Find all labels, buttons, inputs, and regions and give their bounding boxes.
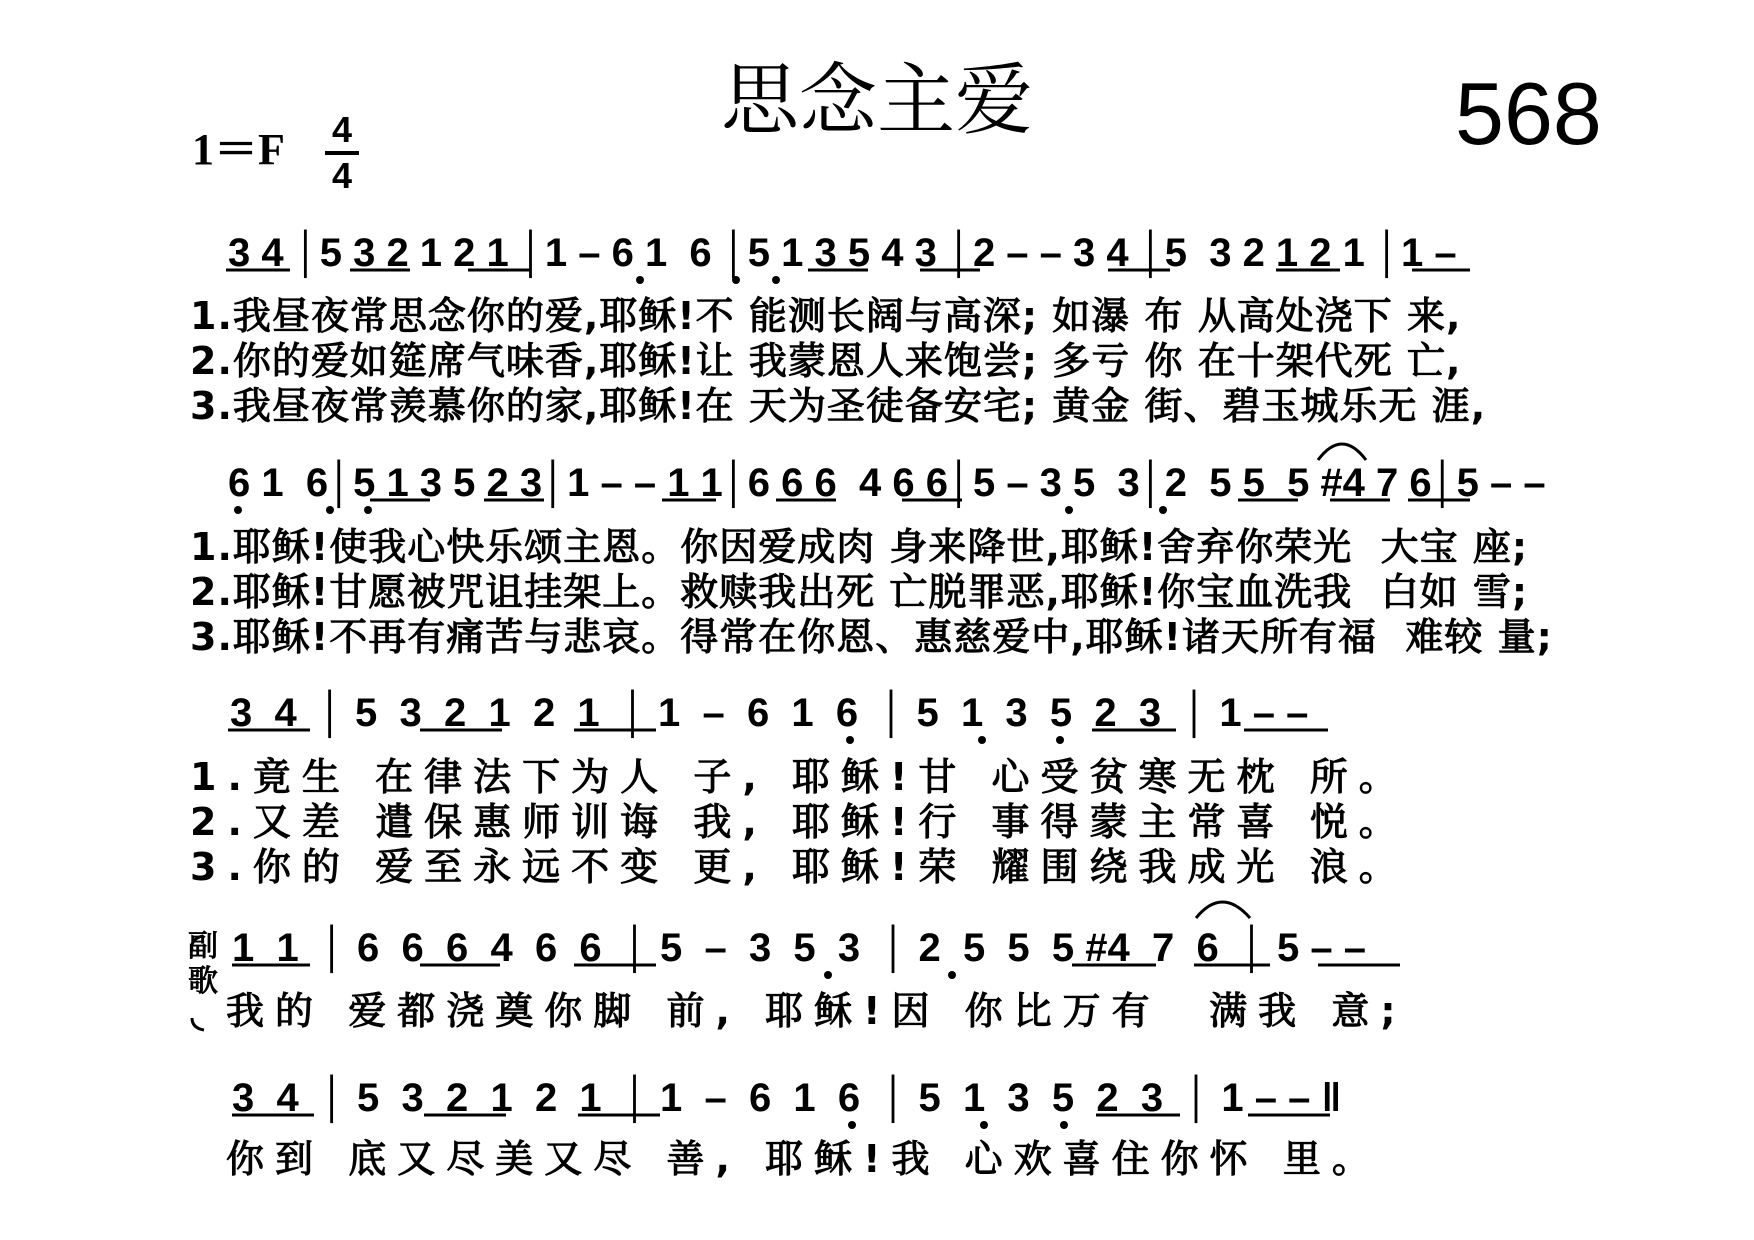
chorus-bracket (192, 1018, 204, 1030)
system-3-notes: 3 4 │ 5 3 2 1 2 1 │ 1 – 6 1 6 │ 5 1 3 5 2 3 │ 1 – – (230, 691, 1309, 735)
system-5-lyric: 你到 底又尽美又尽 善, 耶稣!我 心欢喜住你怀 里。 (226, 1137, 1381, 1181)
low-octave-dot (234, 506, 242, 514)
low-octave-dot (732, 276, 740, 284)
system-4-lyric: 我的 爱都浇奠你脚 前, 耶稣!因 你比万有 满我 意; (226, 989, 1407, 1033)
system-2-lyric-verse-2: 2.耶稣!甘愿被咒诅挂架上。救赎我出死 亡脱罪恶,耶稣!你宝血洗我 白如 雪; (190, 570, 1529, 614)
system-2-lyric-verse-1: 1.耶稣!使我心快乐颂主恩。你因爱成肉 身来降世,耶稣!舍弃你荣光 大宝 座; (190, 525, 1529, 569)
low-octave-dot (1060, 1121, 1068, 1129)
low-octave-dot (1159, 506, 1167, 514)
time-signature-top: 4 (331, 109, 353, 150)
low-octave-dot (848, 1121, 856, 1129)
low-octave-dot (1056, 736, 1064, 744)
low-octave-dot (326, 506, 334, 514)
system-1-lyric-verse-3: 3.我昼夜常羡慕你的家,耶稣!在 天为圣徒备安宅; 黄金 街、碧玉城乐无 涯, (190, 384, 1487, 428)
low-octave-dot (772, 276, 780, 284)
system-3-lyric-verse-3: 3.你的 爱至永远不变 更, 耶稣!荣 耀围绕我成光 浪。 (190, 845, 1408, 889)
chorus-bracket (192, 936, 202, 950)
system-3-lyric-verse-1: 1.竟生 在律法下为人 子, 耶稣!甘 心受贫寒无枕 所。 (190, 755, 1408, 799)
low-octave-dot (364, 506, 372, 514)
low-octave-dot (980, 1121, 988, 1129)
system-1-notes: 3 4 │5 3 2 1 2 1 │1 – 6 1 6 │5 1 3 5 4 3 │2 – – 3 4 │5 3 2 1 2 1 │1 – (228, 231, 1457, 275)
system-2-notes: 6 1 6│5 1 3 5 2 3│1 – – 1 1│6 6 6 4 6 6│5 – 3 5 3│2 5 5 5 #4 7 6│5 – – (228, 461, 1546, 505)
low-octave-dot (948, 971, 956, 979)
system-4-notes: 1 1 │ 6 6 6 4 6 6 │ 5 – 3 5 3 │ 2 5 5 5 #4 7 6 │ 5 – – (232, 926, 1367, 970)
hymn-number: 568 (1455, 64, 1602, 163)
hymn-title: 思念主爱 (720, 56, 1033, 146)
chorus-label: 副歌 (188, 929, 218, 999)
low-octave-dot (846, 736, 854, 744)
system-5-notes: 3 4 │ 5 3 2 1 2 1 │ 1 – 6 1 6 │ 5 1 3 5 2 3 │ 1 – – ‖ (232, 1076, 1342, 1120)
low-octave-dot (978, 736, 986, 744)
low-octave-dot (824, 971, 832, 979)
low-octave-dot (1065, 506, 1073, 514)
time-signature-bottom: 4 (331, 155, 353, 196)
system-2-lyric-verse-3: 3.耶稣!不再有痛苦与悲哀。得常在你恩、惠慈爱中,耶稣!诸天所有福 难较 量; (190, 615, 1553, 659)
key-signature: 1＝F (192, 125, 285, 174)
system-1-lyric-verse-2: 2.你的爱如筵席气味香,耶稣!让 我蒙恩人来饱尝; 多亏 你 在十架代死 亡, (190, 339, 1462, 383)
slur-mark (1196, 902, 1250, 918)
slur-mark (1318, 444, 1366, 460)
system-1-lyric-verse-1: 1.我昼夜常思念你的爱,耶稣!不 能测长阔与高深; 如瀑 布 从高处浇下 来, (190, 294, 1462, 338)
low-octave-dot (636, 276, 644, 284)
system-3-lyric-verse-2: 2.又差 遣保惠师训诲 我, 耶稣!行 事得蒙主常喜 悦。 (190, 800, 1408, 844)
